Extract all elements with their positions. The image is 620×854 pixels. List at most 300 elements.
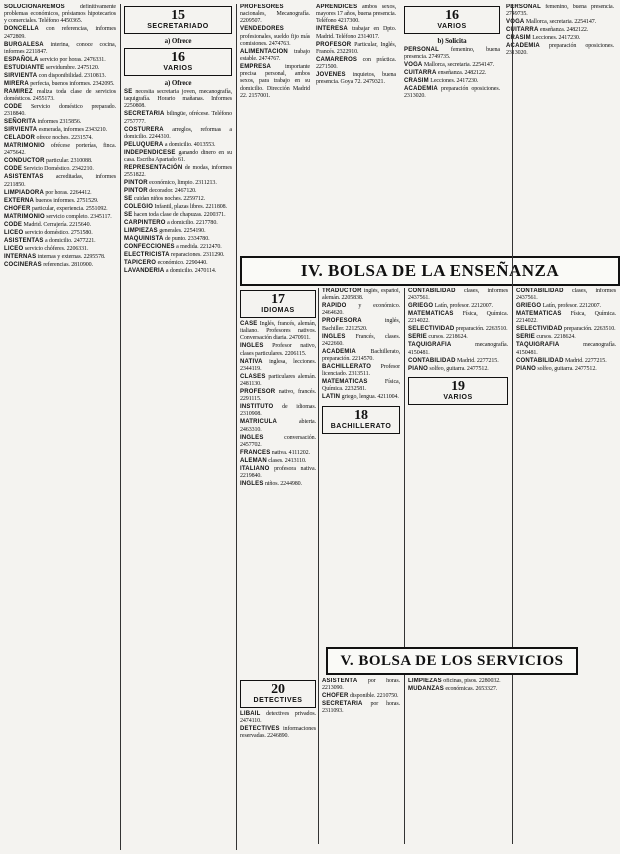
classified-ad	[4, 214, 116, 221]
ad-body: referencias. 2810900.	[41, 261, 93, 268]
ad-body: servicio doméstico. 2751580.	[23, 229, 93, 236]
ad-headline: LIBAIL	[240, 711, 261, 717]
ad-headline: INDEPENDICESE	[124, 149, 176, 156]
ad-body: reparaciones. 2311290.	[169, 252, 225, 259]
column-6	[516, 288, 616, 844]
classified-ad	[322, 364, 400, 378]
ad-body: mecanografía. 4150481.	[408, 342, 508, 356]
ad-headline: PROFESORES	[240, 4, 284, 10]
ad-body: inglés, español, alemán. 2205838.	[322, 288, 400, 302]
ad-headline: PINTOR	[124, 180, 148, 187]
classified-ad	[408, 678, 508, 685]
ad-headline: ACADEMIA	[404, 86, 438, 93]
ad-body: conversación. 2457702.	[240, 434, 316, 448]
classified-ad	[516, 303, 616, 310]
ad-headline: ACADEMIA	[322, 348, 356, 355]
ad-body: informaciones reservadas. 2246890.	[240, 726, 316, 740]
ad-headline: MAQUINISTA	[124, 236, 164, 243]
ad-headline: BURGALESA	[4, 41, 44, 48]
ad-headline: CONFECCIONES	[124, 244, 175, 251]
ad-body: económico, limpio. 2311213.	[147, 180, 217, 187]
ad-body: a domicilio. 2470114.	[164, 268, 217, 275]
section-header-secretariado: 15 SECRETARIADO	[124, 6, 232, 34]
ad-body: generales. 2254190.	[157, 228, 206, 235]
ad-headline: MATEMATICAS	[408, 311, 454, 318]
classified-ad	[124, 236, 232, 243]
classified-ad	[506, 43, 614, 57]
ad-body: Profesor licenciado. 2313511.	[322, 364, 400, 378]
column-4-upper	[316, 4, 396, 256]
classified-ad	[4, 143, 116, 157]
ad-body: informes 2315856.	[36, 119, 82, 126]
classified-ad	[124, 111, 232, 125]
ad-body: Madrid. 2277215.	[563, 357, 607, 364]
ad-body: enseñanza. 2482122.	[538, 27, 589, 34]
classified-ad	[408, 311, 508, 325]
classified-ad	[240, 435, 316, 449]
classified-ad	[408, 342, 508, 356]
classified-ad	[516, 366, 616, 373]
ad-body: clases, informes 2437561.	[408, 288, 508, 302]
ad-headline: ACADEMIA	[506, 43, 540, 50]
classified-ad	[4, 198, 116, 205]
classified-ad	[322, 288, 400, 302]
ad-headline: PIANO	[408, 365, 429, 372]
ad-headline: INGLES	[240, 343, 264, 350]
ad-headline: ELECTRICISTA	[124, 252, 170, 259]
ad-headline: SELECTIVIDAD	[408, 326, 455, 333]
ad-body: abierta. 2463310.	[240, 419, 316, 433]
section-header-detectives: 20 DETECTIVES	[240, 680, 316, 708]
classified-ad	[240, 404, 316, 418]
column-2	[124, 4, 232, 850]
classified-ad	[124, 89, 232, 111]
ad-headline: MATEMATICAS	[516, 311, 562, 318]
ad-body: Mallorca, secretaria. 2254147.	[524, 19, 597, 26]
classified-ad	[240, 321, 316, 343]
ad-headline: PERSONAL	[404, 47, 439, 53]
ad-body: trabajo estable. 2474767.	[240, 48, 310, 63]
classified-ad	[240, 389, 316, 403]
classified-ad	[240, 343, 316, 357]
ad-headline: SECRETARIA	[124, 111, 165, 118]
classified-ad	[124, 204, 232, 211]
ad-headline: SIRVIENTA	[4, 127, 38, 134]
ad-headline: SIRVIENTA	[4, 72, 38, 79]
classified-ad	[408, 334, 508, 341]
ad-body: acreditadas, informes 2211850.	[4, 174, 116, 188]
classified-ad	[240, 359, 316, 373]
ad-headline: LIMPIEZAS	[124, 228, 158, 235]
ad-headline: COLEGIO	[124, 204, 154, 211]
ad-body: Servicio doméstico preparado. 2318840.	[4, 104, 116, 118]
classified-ad	[322, 303, 400, 317]
ad-headline: CUITARRA	[404, 70, 437, 77]
ad-body: Física, Química. 2232581.	[322, 379, 400, 393]
classified-ad	[404, 86, 500, 100]
classified-ad	[506, 35, 614, 42]
column-3-lower	[240, 678, 316, 846]
classified-ad	[4, 166, 116, 173]
ad-body: ganando dinero en su casa. Escriba Apartado 61.	[124, 149, 232, 164]
ad-body: cursos. 2218624.	[535, 334, 576, 341]
ad-body: Latín, profesor. 2212007.	[541, 303, 601, 310]
column-5-middle	[408, 288, 508, 638]
section-header-varios: 16 VARIOS	[124, 48, 232, 76]
ad-headline: SELECTIVIDAD	[516, 326, 563, 333]
classified-ad	[322, 334, 400, 348]
classified-ad	[240, 481, 316, 488]
ad-headline: CONDUCTOR	[4, 158, 45, 165]
ad-headline: TAQUIGRAFIA	[516, 342, 560, 349]
classified-ad	[240, 458, 316, 465]
ad-headline: SE	[124, 89, 133, 95]
ad-body: preparación. 2263510.	[454, 326, 508, 333]
classified-ad	[404, 78, 500, 85]
ad-body: preparación oposiciones. 2313020.	[506, 43, 614, 57]
ad-body: con referencias, informes 2472809.	[4, 26, 116, 40]
ad-headline: MATRIMONIO	[4, 213, 45, 220]
ad-body: niños. 2244980.	[263, 481, 302, 488]
ad-headline: ASISTENTAS	[4, 174, 44, 181]
ad-body: definitivamente problemas económicos, préstamos hipotecarios y comerciales. Teléfono 4450365.	[4, 4, 116, 25]
classified-ad	[516, 342, 616, 356]
classified-ad	[240, 4, 310, 26]
classified-ad	[322, 379, 400, 393]
ad-headline: SOLUCIONAREMOS	[4, 4, 65, 10]
classified-ad	[124, 260, 232, 267]
ad-body: clases. 2413110.	[266, 457, 307, 464]
classified-ad	[506, 19, 614, 26]
classified-ad	[506, 4, 614, 18]
ad-headline: RAPIDO	[322, 303, 347, 310]
classified-ad	[408, 288, 508, 302]
column-divider	[404, 288, 405, 844]
classified-ad	[316, 72, 396, 86]
sub-heading-ofrece: a) Ofrece	[164, 79, 192, 87]
ad-headline: APRENDICES	[316, 4, 358, 10]
ad-body: a domicilio. 2217780.	[165, 220, 218, 227]
ad-body: decorador. 2467120.	[147, 188, 197, 195]
classified-ad	[240, 726, 316, 740]
classified-ad	[408, 358, 508, 365]
ad-headline: DETECTIVES	[240, 726, 280, 733]
classified-ad	[124, 188, 232, 195]
ad-headline: SERIE	[516, 334, 536, 341]
ad-headline: PROFESORA	[322, 318, 362, 325]
ad-headline: PINTOR	[124, 188, 148, 195]
classified-ad	[516, 288, 616, 302]
classified-ad	[4, 246, 116, 253]
ad-body: a medida. 2212470.	[174, 244, 222, 251]
ad-headline: PROFESOR	[240, 389, 276, 396]
classified-ad	[516, 326, 616, 333]
column-3-middle	[240, 288, 316, 638]
ad-headline: BACHILLERATO	[322, 364, 372, 371]
column-3-upper	[240, 4, 310, 256]
ad-headline: SE	[124, 212, 133, 219]
classified-ad	[404, 62, 500, 69]
classified-ad	[4, 238, 116, 245]
ad-body: preparación. 2263510.	[562, 326, 616, 333]
ad-headline: VOGA	[404, 62, 423, 69]
column-divider	[236, 4, 237, 850]
ad-headline: SERIE	[408, 334, 428, 341]
ad-body: Lecciones. 2417230.	[530, 35, 581, 42]
classified-ad	[4, 119, 116, 126]
ad-body: con disponibilidad. 2310813.	[37, 72, 106, 79]
ad-headline: PELUQUERA	[124, 141, 164, 148]
ad-headline: GRIEGO	[408, 303, 434, 310]
ad-body: nativo, francés. 2291115.	[240, 389, 316, 403]
sub-heading-solicita: b) Solicita	[437, 37, 467, 45]
ad-body: perfecta, buenos informes. 2342095.	[28, 80, 115, 87]
ad-headline: PIANO	[516, 365, 537, 372]
ad-body: trabajar en Dpto. Madrid. Teléfono 2314017.	[316, 26, 396, 40]
classified-ad	[322, 318, 400, 332]
ad-headline: LICEO	[4, 245, 24, 252]
ad-body: profesora nativa. 2219840.	[240, 465, 316, 480]
ad-body: enseñanza. 2482122.	[436, 70, 487, 77]
section-header-varios-19: 19 VARIOS	[408, 377, 508, 405]
ad-body: económico. 2290440.	[156, 260, 208, 267]
classified-ad	[124, 165, 232, 179]
ad-headline: ALEMAN	[240, 457, 267, 464]
classified-ad	[322, 349, 400, 363]
ad-headline: SEÑORITA	[4, 119, 37, 126]
classified-ad	[240, 711, 316, 725]
ad-body: realiza toda clase de servicios domésticos. 2455173.	[4, 88, 116, 103]
classified-ad	[4, 104, 116, 118]
classified-ad	[4, 190, 116, 197]
ad-headline: FRANCES	[240, 449, 271, 456]
classified-ad	[316, 42, 396, 56]
ad-headline: INGLES	[240, 481, 264, 488]
ad-body: Bachillerato, preparación. 2214570.	[322, 348, 400, 363]
ad-headline: CONTABILIDAD	[408, 357, 456, 364]
ad-body: solfeo, guitarra. 2477512.	[428, 365, 489, 372]
classified-ad	[124, 252, 232, 259]
ad-body: Inglés, francés, alemán, italiano. Profesores nativos. Conversación diaria. 2470911.	[240, 321, 316, 342]
ad-body: Lecciones. 2417230.	[428, 78, 479, 85]
classified-ad	[4, 42, 116, 56]
ad-headline: CODE	[4, 104, 23, 111]
ad-headline: SE	[124, 196, 133, 203]
ad-body: particular. 2310088.	[44, 158, 93, 165]
ad-body: de modas, informes 2551822.	[124, 165, 232, 179]
ad-body: esmerada, informes 2343210.	[37, 127, 107, 134]
ad-body: inquietos, buena presencia. Goya 72. 2479321.	[316, 72, 396, 86]
classified-ad	[124, 127, 232, 141]
classified-ad	[408, 686, 508, 693]
classified-ad	[4, 222, 116, 229]
ad-body: arreglos, reformas a domicilio. 2244310.	[124, 126, 232, 140]
ad-body: interina, conoce cocina, informes 2211847.	[4, 41, 116, 55]
ad-headline: CELADOR	[4, 135, 36, 142]
ad-headline: ITALIANO	[240, 465, 270, 472]
ad-body: y económico. 2464620.	[322, 303, 400, 317]
ad-headline: VOGA	[506, 19, 525, 26]
ad-body: femenino, buena presencia. 2749735.	[404, 47, 500, 61]
ad-headline: TAPICERO	[124, 260, 157, 267]
ad-body: por horas. 2264412.	[44, 189, 92, 196]
ad-body: importante precisa personal, ambos sexos, para trabajo en su domicilio. Dirección Madrid 22. 2157001.	[240, 64, 310, 99]
ad-headline: CASE	[240, 321, 258, 327]
classified-ad	[240, 419, 316, 433]
classified-ad	[316, 26, 396, 40]
classified-ad	[240, 450, 316, 457]
ad-body: mecanografía. 4150481.	[516, 342, 616, 356]
ad-body: con práctica. 2271500.	[316, 56, 396, 71]
ad-headline: INTERNAS	[4, 253, 37, 260]
ad-headline: LAVANDERIA	[124, 268, 165, 275]
classified-ad	[4, 174, 116, 188]
ad-headline: ASISTENTAS	[4, 237, 44, 244]
classified-ad	[4, 206, 116, 213]
ad-headline: INGLES	[240, 434, 264, 441]
ad-headline: CRASIM	[506, 35, 531, 42]
ad-headline: CONTABILIDAD	[516, 357, 564, 364]
ad-body: Mallorca, secretaria. 2254147.	[422, 62, 495, 69]
classified-ad	[240, 466, 316, 480]
ad-headline: COSTURERA	[124, 126, 164, 133]
classified-ad	[404, 70, 500, 77]
ad-body: Particular, Inglés, Francés. 2322910.	[316, 41, 396, 55]
ad-headline: LATIN	[322, 394, 341, 401]
ad-headline: CONTABILIDAD	[516, 288, 564, 294]
classified-ad	[322, 693, 400, 700]
ad-body: nacionales, Mecanografía. 2209507.	[240, 11, 310, 25]
ad-headline: INTERESA	[316, 26, 348, 33]
ad-headline: MATRICULA	[240, 419, 278, 426]
ad-headline: CHOFER	[4, 205, 31, 212]
section-header-bachillerato: 18 BACHILLERATO	[322, 406, 400, 434]
ad-headline: TRADUCTOR	[322, 288, 362, 294]
ad-headline: EMPRESA	[240, 64, 272, 71]
ad-body: ofrece noches. 2231574.	[35, 135, 93, 142]
ad-body: buenos informes. 2751529.	[34, 197, 99, 204]
section-header-varios-right: 16 VARIOS	[404, 6, 500, 34]
ad-headline: CUITARRA	[506, 27, 539, 34]
ad-body: disponible. 2210750.	[348, 693, 399, 700]
classified-ad	[516, 311, 616, 325]
classified-ad	[408, 303, 508, 310]
classified-ad	[4, 127, 116, 134]
ad-body: solfeo, guitarra. 2477512.	[536, 365, 597, 372]
ad-headline: PROFESOR	[316, 41, 352, 48]
classified-ad	[240, 374, 316, 388]
ad-body: Infantil, plazas libres. 2211808.	[153, 204, 227, 211]
banner-bolsa-ensenanza: IV. BOLSA DE LA ENSEÑANZA	[240, 256, 620, 286]
classified-ad	[124, 212, 232, 219]
classified-ad	[240, 49, 310, 63]
classified-ad	[124, 268, 232, 275]
column-5-lower	[408, 678, 508, 846]
ad-headline: CODE	[4, 221, 23, 228]
ad-body: Física, Química. 2214022.	[516, 311, 616, 325]
ad-body: a domicilio. 4013553.	[163, 141, 216, 148]
classified-ad	[506, 27, 614, 34]
section-header-idiomas: 17 IDIOMAS	[240, 290, 316, 318]
ad-body: económicas. 2653327.	[443, 686, 498, 692]
classified-ad	[4, 73, 116, 80]
sub-heading-ofrece: a) Ofrece	[164, 37, 192, 45]
classified-ad	[4, 135, 116, 142]
ad-body: particulares alemán. 2481130.	[240, 373, 316, 388]
banner-bolsa-servicios: V. BOLSA DE LOS SERVICIOS	[326, 647, 578, 675]
ad-headline: NATIVA	[240, 358, 263, 365]
classified-ad	[240, 64, 310, 100]
ad-headline: DONCELLA	[4, 26, 39, 33]
ad-body: hacen toda clase de chapuzas. 2200371.	[132, 212, 226, 219]
ad-body: femenino, buena presencia. 2749735.	[506, 4, 614, 18]
column-1	[4, 4, 116, 850]
ad-body: por horas. 2213090.	[322, 678, 400, 692]
ad-headline: ESTUDIANTE	[4, 64, 45, 71]
ad-headline: ALIMENTACION	[240, 48, 288, 55]
ad-headline: REPRESENTACIÓN	[124, 165, 183, 172]
ad-headline: CLASES	[240, 373, 266, 380]
ad-headline: COCINERAS	[4, 261, 42, 268]
column-divider	[120, 4, 121, 850]
ad-headline: JOVENES	[316, 72, 346, 79]
classified-ad	[4, 158, 116, 165]
ad-headline: INGLES	[322, 333, 346, 340]
ad-body: internas y externas. 2295578.	[36, 253, 106, 260]
ad-body: clases, informes 2437561.	[516, 288, 616, 302]
ad-body: necesita secretaria joven, mecanografía, taquigrafía. Horario mañanas. Informes 2250808.	[124, 89, 232, 110]
classified-ad	[316, 57, 396, 71]
ad-body: servidumbre. 2475120.	[44, 64, 100, 71]
classified-ad	[516, 358, 616, 365]
classified-ad	[516, 334, 616, 341]
column-4-middle	[322, 288, 400, 638]
ad-body: Profesor nativo, clases particulares. 2206115.	[240, 343, 316, 357]
classified-ad	[124, 142, 232, 149]
ad-headline: INSTITUTO	[240, 404, 274, 411]
column-divider	[512, 4, 513, 844]
ad-body: particular, experiencia. 2551092.	[30, 205, 108, 212]
ad-body: cursos. 2218624.	[427, 334, 468, 341]
ad-headline: RAMIREZ	[4, 88, 33, 95]
ad-body: inglesa, lecciones. 2344119.	[240, 358, 316, 372]
classified-ad	[124, 196, 232, 203]
ad-headline: CHOFER	[322, 693, 349, 700]
ad-body: nativa. 4111202.	[270, 449, 310, 456]
ad-body: a domicilio. 2477221.	[43, 237, 96, 244]
ad-body: griego, lengua. 4211004.	[340, 394, 399, 401]
ad-headline: ESPAÑOLA	[4, 56, 39, 63]
ad-headline: CARPINTERO	[124, 220, 166, 227]
ad-body: servicio por horas. 2476331.	[38, 56, 106, 63]
ad-body: oficinas, pisos. 2280032.	[441, 678, 501, 684]
ad-headline: CAMAREROS	[316, 56, 358, 63]
classified-ad	[4, 57, 116, 64]
ad-headline: MIRERA	[4, 80, 29, 87]
ad-headline: LIMPIEZAS	[408, 678, 442, 684]
ad-headline: EXTERNA	[4, 197, 35, 204]
ad-headline: CODE	[4, 166, 23, 173]
classified-ad	[4, 89, 116, 103]
classified-ad	[4, 230, 116, 237]
ad-body: Servicio Doméstico. 2342210.	[22, 166, 94, 173]
classified-ad	[240, 26, 310, 48]
ad-body: servicio completo. 2345117.	[44, 213, 112, 220]
ad-headline: CONTABILIDAD	[408, 288, 456, 294]
ad-headline: VENDEDORES	[240, 26, 285, 33]
classified-ad	[322, 678, 400, 692]
ad-body: inglés, Bachiller. 2212520.	[322, 318, 400, 332]
